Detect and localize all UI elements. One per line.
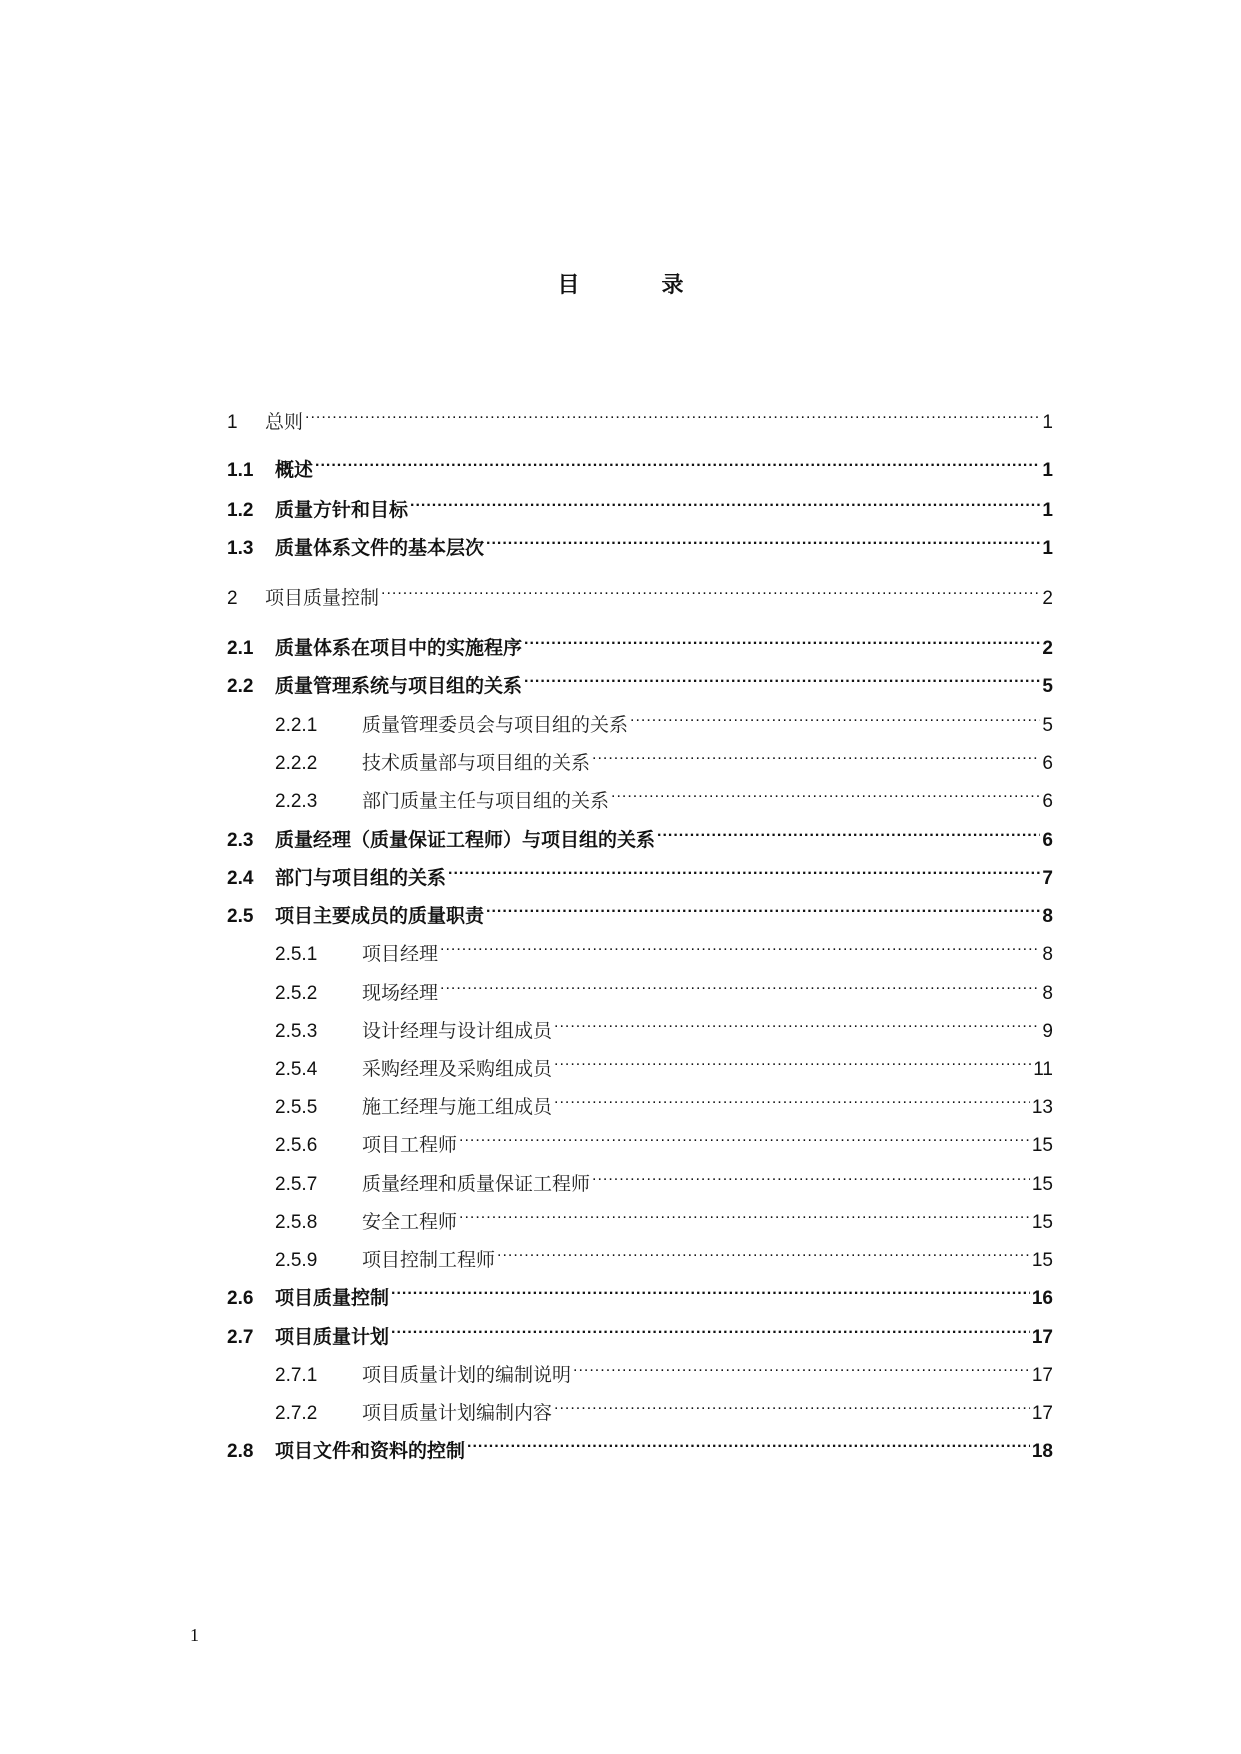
toc-entry-number: 1.1 (227, 460, 254, 481)
toc-entry-number: 2.3 (227, 830, 254, 851)
toc-entry-page: 8 (1042, 944, 1053, 965)
dot-leader (630, 701, 1040, 731)
toc-entry[interactable] (227, 1045, 1053, 1080)
toc-entry-title: 质量方针和目标 (275, 500, 409, 521)
toc-entry[interactable] (227, 1160, 1053, 1195)
toc-entry-page: 15 (1031, 1250, 1053, 1271)
toc-entry-number: 2.5.5 (275, 1097, 318, 1118)
toc-entry-page: 17 (1031, 1403, 1053, 1424)
toc-entry-title: 质量经理和质量保证工程师 (362, 1174, 591, 1195)
toc-entry[interactable] (227, 1198, 1053, 1233)
footer-page-number: 1 (190, 1625, 199, 1645)
toc-entry[interactable] (227, 1313, 1053, 1348)
toc-entry-title: 项目质量计划编制内容 (362, 1403, 553, 1424)
toc-entry[interactable] (227, 486, 1053, 521)
toc-entry[interactable] (227, 1389, 1053, 1424)
toc-entry[interactable] (227, 1083, 1053, 1118)
dot-leader (592, 739, 1040, 769)
toc-entry[interactable] (227, 624, 1053, 659)
toc-entry-page: 17 (1031, 1327, 1053, 1348)
dot-leader (486, 524, 1040, 554)
toc-entry-title: 项目控制工程师 (362, 1250, 496, 1271)
toc-entry-number: 2.6 (227, 1288, 254, 1309)
toc-entry-title: 部门质量主任与项目组的关系 (362, 791, 610, 812)
toc-entry-number: 2.5.4 (275, 1059, 318, 1080)
toc-entry-title: 采购经理及采购组成员 (362, 1059, 553, 1080)
toc-entry-title: 技术质量部与项目组的关系 (362, 753, 591, 774)
toc-entry[interactable] (227, 1427, 1053, 1462)
toc-entry[interactable] (227, 1007, 1053, 1042)
toc-entry-number: 2.8 (227, 1441, 254, 1462)
toc-entry-title: 项目主要成员的质量职责 (275, 906, 485, 927)
toc-entry[interactable] (227, 816, 1053, 851)
toc-entry-page: 1 (1042, 460, 1053, 481)
toc-entry[interactable] (227, 701, 1053, 736)
toc-entry-title: 质量管理委员会与项目组的关系 (362, 715, 629, 736)
dot-leader (611, 777, 1040, 807)
toc-entry-title: 现场经理 (362, 983, 439, 1004)
dot-leader (554, 1389, 1030, 1419)
toc-entry-title: 概述 (275, 460, 314, 481)
dot-leader (486, 892, 1040, 922)
toc-entry-number: 2.1 (227, 638, 254, 659)
toc-entry-number: 2.2.2 (275, 753, 318, 774)
toc-entry-title: 项目质量控制 (275, 1288, 390, 1309)
toc-entry-title: 项目质量计划 (275, 1327, 390, 1348)
toc-entry-page: 5 (1042, 715, 1053, 736)
toc-entry-number: 2.2.1 (275, 715, 318, 736)
toc-entry-page: 2 (1042, 638, 1053, 659)
toc-entry-page: 7 (1042, 868, 1053, 889)
toc-entry-page: 11 (1033, 1059, 1053, 1080)
toc-entry[interactable] (227, 446, 1053, 481)
toc-entry[interactable] (227, 930, 1053, 965)
toc-entry-title: 安全工程师 (362, 1212, 458, 1233)
toc-entry-title: 总则 (265, 412, 304, 433)
toc-entry[interactable] (227, 574, 1053, 609)
dot-leader (391, 1313, 1030, 1343)
toc-entry-page: 17 (1031, 1365, 1053, 1386)
toc-entry[interactable] (227, 524, 1053, 559)
toc-entry[interactable] (227, 398, 1053, 433)
toc-entry-title: 质量经理（质量保证工程师）与项目组的关系 (275, 830, 656, 851)
toc-entry-title: 项目质量控制 (265, 588, 380, 609)
dot-leader (391, 1274, 1030, 1304)
toc-entry[interactable] (227, 969, 1053, 1004)
toc-entry-page: 15 (1031, 1135, 1053, 1156)
toc-entry-page: 1 (1042, 412, 1053, 433)
dot-leader (459, 1198, 1030, 1228)
dot-leader (554, 1083, 1030, 1113)
toc-entry-page: 6 (1042, 753, 1053, 774)
toc-entry-page: 6 (1042, 830, 1053, 851)
toc-entry-title: 质量体系文件的基本层次 (275, 538, 485, 559)
toc-entry-title: 质量管理系统与项目组的关系 (275, 676, 523, 697)
dot-leader (440, 930, 1040, 960)
toc-entry[interactable] (227, 892, 1053, 927)
toc-entry-title: 项目工程师 (362, 1135, 458, 1156)
toc-entry-number: 1.3 (227, 538, 254, 559)
toc-entry[interactable] (227, 739, 1053, 774)
toc-entry-page: 8 (1042, 983, 1053, 1004)
page-title: 目 录 (557, 272, 722, 297)
dot-leader (554, 1045, 1031, 1075)
toc-entry-title: 质量体系在项目中的实施程序 (275, 638, 523, 659)
toc-entry-number: 2.2 (227, 676, 254, 697)
toc-entry-number: 1 (227, 412, 238, 433)
toc-entry-title: 项目质量计划的编制说明 (362, 1365, 572, 1386)
toc-entry[interactable] (227, 1351, 1053, 1386)
toc-entry[interactable] (227, 662, 1053, 697)
toc-entry-number: 2.5.6 (275, 1135, 318, 1156)
toc-entry-page: 1 (1042, 538, 1053, 559)
dot-leader (497, 1236, 1030, 1266)
toc-entry[interactable] (227, 1236, 1053, 1271)
toc-entry-title: 项目经理 (362, 944, 439, 965)
toc-entry-page: 6 (1042, 791, 1053, 812)
dot-leader (381, 574, 1040, 604)
toc-entry-title: 项目文件和资料的控制 (275, 1441, 466, 1462)
toc-entry-title: 部门与项目组的关系 (275, 868, 447, 889)
dot-leader (305, 398, 1040, 428)
dot-leader (657, 816, 1040, 846)
dot-leader (524, 624, 1040, 654)
toc-entry-number: 2.5.9 (275, 1250, 318, 1271)
toc-entry-number: 2.5.2 (275, 983, 318, 1004)
toc-entry-number: 2.5.8 (275, 1212, 318, 1233)
toc-entry-number: 2.4 (227, 868, 254, 889)
dot-leader (554, 1007, 1040, 1037)
dot-leader (524, 662, 1040, 692)
toc-entry[interactable] (227, 1274, 1053, 1309)
toc-entry-number: 2.7 (227, 1327, 254, 1348)
toc-entry[interactable] (227, 1121, 1053, 1156)
toc-entry-page: 15 (1031, 1174, 1053, 1195)
toc-entry-page: 1 (1042, 500, 1053, 521)
toc-entry-page: 2 (1042, 588, 1053, 609)
toc-entry-page: 5 (1042, 676, 1053, 697)
dot-leader (410, 486, 1040, 516)
toc-entry-number: 2.5.7 (275, 1174, 318, 1195)
toc-entry-page: 16 (1031, 1288, 1053, 1309)
toc-entry-page: 15 (1031, 1212, 1053, 1233)
toc-entry-page: 13 (1031, 1097, 1053, 1118)
toc-entry-title: 设计经理与设计组成员 (362, 1021, 553, 1042)
toc-entry-page: 9 (1042, 1021, 1053, 1042)
toc-entry-number: 2 (227, 588, 238, 609)
dot-leader (467, 1427, 1030, 1457)
toc-entry-number: 2.2.3 (275, 791, 318, 812)
toc-entry[interactable] (227, 777, 1053, 812)
toc-entry[interactable] (227, 854, 1053, 889)
dot-leader (573, 1351, 1030, 1381)
dot-leader (459, 1121, 1030, 1151)
toc-entry-title: 施工经理与施工组成员 (362, 1097, 553, 1118)
toc-entry-number: 2.7.1 (275, 1365, 318, 1386)
toc-entry-number: 2.5.1 (275, 944, 318, 965)
dot-leader (315, 446, 1040, 476)
toc-entry-number: 2.5 (227, 906, 254, 927)
toc-entry-number: 2.5.3 (275, 1021, 318, 1042)
dot-leader (592, 1160, 1030, 1190)
toc-entry-page: 18 (1031, 1441, 1053, 1462)
toc-entry-number: 2.7.2 (275, 1403, 318, 1424)
toc-entry-number: 1.2 (227, 500, 254, 521)
dot-leader (440, 969, 1040, 999)
toc-entry-page: 8 (1042, 906, 1053, 927)
dot-leader (448, 854, 1040, 884)
